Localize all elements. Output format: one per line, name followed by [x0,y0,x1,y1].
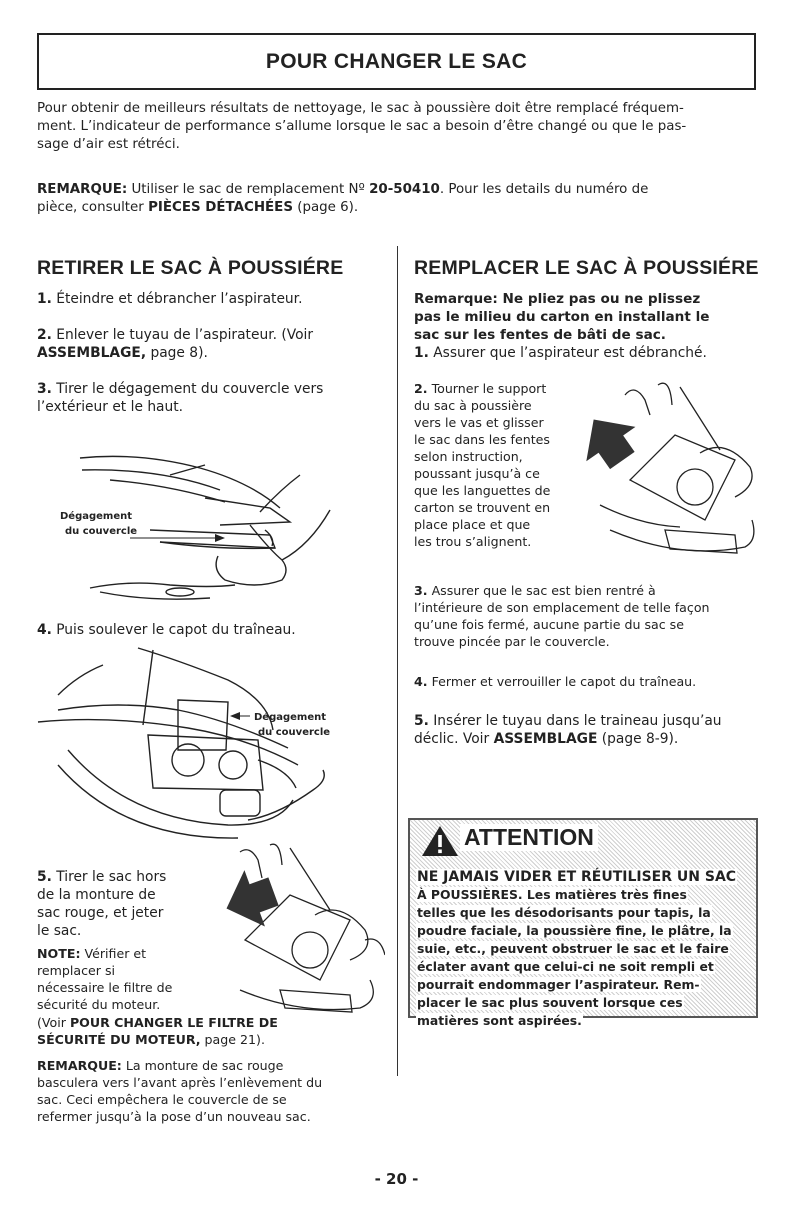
note-text: sécurité du moteur. [37,997,161,1012]
step-text: de la monture de [37,887,156,903]
filter-reference: POUR CHANGER LE FILTRE DE [69,1015,278,1030]
step-text: qu’une fois fermé, aucune partie du sac se [414,617,684,632]
step-number: 1. [414,345,429,361]
right-warning [414,290,759,344]
attention-text [416,868,756,1030]
replacement-note [37,181,759,217]
page-title-box [37,33,756,90]
step-text: Tourner le support [427,381,547,396]
intro-paragraph [37,100,759,154]
step-text: place place et que [414,517,531,532]
remove-bag-illustration [200,840,385,1020]
left-step-5 [37,868,197,940]
step-text: Enlever le tuyau de l’aspirateur. (Voir [51,327,314,343]
step-text: page 8). [146,345,208,361]
note-text: nécessaire le filtre de [37,980,173,995]
filter-reference: SÉCURITÉ DU MOTEUR, [37,1032,201,1047]
note-text: . Pour les details du numéro de [439,182,649,197]
step-text: les trou s’alignent. [414,534,532,549]
note-label: NOTE: [37,946,81,961]
page-number: - 20 - [374,1170,419,1188]
attention-line: À POUSSIÈRES. Les matières très fines [417,887,687,902]
step-text: Tirer le dégagement du couvercle vers [51,381,324,397]
note-text: remplacer si [37,963,116,978]
step-number: 3. [37,381,52,397]
step-number: 4. [37,622,52,638]
left-step-2 [37,326,392,362]
step-text: Assurer que l’aspirateur est débranché. [428,345,707,361]
assembly-reference: ASSEMBLAGE, [37,345,147,361]
right-step-1 [414,344,759,362]
step-text: poussant jusqu’à ce [414,466,540,481]
figure-label: du couvercle [258,727,331,738]
step-text: Puis soulever le capot du traîneau. [51,622,296,638]
step-text: vers le vas et glisser [414,415,544,430]
attention-line: poudre faciale, la poussière fine, le plâtre, la [417,923,732,938]
right-step-4 [414,673,764,690]
page-title: POUR CHANGER LE SAC [265,49,528,73]
remark-text: sac. Ceci empêchera le couvercle de se [37,1092,287,1107]
figure-label: Dégagement [60,511,133,522]
step-text: Insérer le tuyau dans le traineau jusqu’au [428,713,722,729]
left-step-3 [37,380,392,416]
insert-bag-illustration [580,375,758,560]
step-text: Assurer que le sac est bien rentré à [427,583,656,598]
warning-text: Remarque: Ne pliez pas ou ne plissez [414,291,701,307]
step-text: l’intérieure de son emplacement de telle façon [414,600,710,615]
left-step-4 [37,621,387,639]
left-step-1 [37,290,387,308]
attention-line: suie, etc., peuvent obstruer le sac et le faire [417,941,729,956]
step-text: Éteindre et débrancher l’aspirateur. [51,291,303,307]
remark-text: La monture de sac rouge [121,1058,284,1073]
step-number: 3. [414,583,428,598]
step-text: sac rouge, et jeter [37,905,164,921]
warning-text: pas le milieu du carton en installant le [414,309,710,325]
step-text: déclic. Voir [414,731,494,747]
step-text: le sac. [37,923,82,939]
parts-reference: PIÈCES DÉTACHÉES [148,200,293,215]
figure-label: du couvercle [65,526,138,537]
step-number: 5. [37,869,52,885]
step-text: carton se trouvent en [414,500,551,515]
warning-triangle-icon [420,824,460,858]
step-text: trouve pincée par le couvercle. [414,634,610,649]
note-text: (Voir [37,1015,70,1030]
right-step-5 [414,712,764,748]
attention-line: placer le sac plus souvent lorsque ces [417,995,683,1010]
attention-line: NE JAMAIS VIDER ET RÉUTILISER UN SAC [417,869,737,885]
remark-text: basculera vers l’avant après l’enlèvement du [37,1075,323,1090]
step-text: Tirer le sac hors [56,869,167,885]
right-step-3 [414,582,764,650]
step-text: du sac à poussière [414,398,532,413]
intro-line: Pour obtenir de meilleurs résultats de nettoyage, le sac à poussière doit être remplacé fréquem- [37,101,684,116]
right-heading: REMPLACER LE SAC À POUSSIÉRE [414,257,759,279]
note-text: Vérifier et [80,946,147,961]
left-heading: RETIRER LE SAC À POUSSIÉRE [37,257,344,279]
column-divider [397,246,398,1076]
note-label: REMARQUE: [37,182,128,197]
part-number: 20-50410 [369,182,440,197]
step-text: Fermer et verrouiller le capot du traîneau. [427,674,697,689]
note-text: Utiliser le sac de remplacement Nº [127,182,370,197]
remark-text: refermer jusqu’à la pose d’un nouveau sac. [37,1109,311,1124]
attention-title: ATTENTION [460,824,598,851]
note-text: pièce, consulter [37,200,149,215]
step-number: 4. [414,674,428,689]
step-text: l’extérieur et le haut. [37,399,184,415]
step-text: (page 8-9). [597,731,679,747]
note-text: page 21). [200,1032,265,1047]
step-text: le sac dans les fentes [414,432,550,447]
left-remark [37,1057,387,1125]
figure-label: Dégagement [254,712,327,723]
step-number: 2. [414,381,428,396]
step-number: 5. [414,713,429,729]
step-number: 1. [37,291,52,307]
attention-line: pourrait endommager l’aspirateur. Rem- [417,977,700,992]
step-number: 2. [37,327,52,343]
attention-line: telles que les désodorisants pour tapis, la [417,905,711,920]
intro-line: ment. L’indicateur de performance s’allume lorsque le sac a besoin d’être changé ou que le pas- [37,119,687,134]
intro-line: sage d’air est rétréci. [37,137,180,152]
assembly-reference: ASSEMBLAGE [493,731,598,747]
right-step-2 [414,380,584,550]
cover-release-illustration [20,430,380,615]
lift-hood-illustration [28,640,373,845]
step-text: selon instruction, [414,449,523,464]
warning-text: sac sur les fentes de bâti de sac. [414,327,666,343]
step-text: que les languettes de [414,483,551,498]
attention-line: matières sont aspirées. [417,1013,582,1028]
attention-line: éclater avant que celui-ci ne soit rempli et [417,959,714,974]
remark-label: REMARQUE: [37,1058,122,1073]
note-text: (page 6). [292,200,359,215]
